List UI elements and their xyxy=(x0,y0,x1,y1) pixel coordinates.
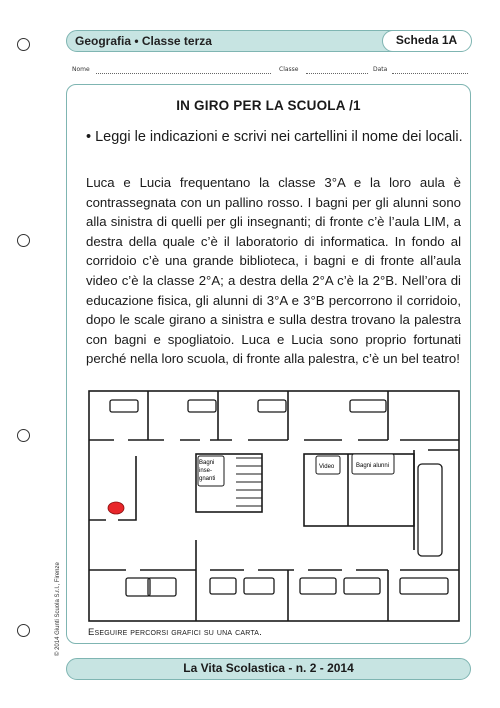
binder-hole-2 xyxy=(17,234,30,247)
class-3a-marker xyxy=(108,502,124,514)
header-bar xyxy=(66,30,471,52)
school-floor-plan xyxy=(88,390,460,622)
subject-title: Geografia • Classe terza xyxy=(75,34,212,48)
video-label: Video xyxy=(319,464,335,470)
name-label: Nome xyxy=(72,66,90,73)
binder-hole-1 xyxy=(17,38,30,51)
gym-equipment xyxy=(418,464,442,556)
sheet-number: Scheda 1A xyxy=(382,30,472,52)
class-label: Classe xyxy=(279,66,299,73)
teacher-toilets-label-1: Bagni xyxy=(199,460,215,466)
story-text: Luca e Lucia frequentano la classe 3°A e la loro aula è contrassegnata con un pallino rosso. I bagni per gli alunni sono alla sinistra di quelli per gli insegnanti; di fronte c’è l’aula LIM, a destra della quale c’è il laboratorio di informatica. In fondo al corridoio c’è una grande biblioteca, i bagni e di fronte all’aula video c’è la classe 2°A; a destra della 2°A c’è la 2°B. Nell’ora di educazione fisica, gli alunni di 3°A e 3°B percorrono il corridoio, dopo le scale girano a sinistra e sulla destra trovano la palestra con bagni e spogliatoio. Luca e Lucia sono proprio fortunati perché nella loro scuola, di fronte alla palestra, c’è un bel teatro! xyxy=(86,175,461,367)
worksheet-title: IN GIRO PER LA SCUOLA /1 xyxy=(176,98,361,113)
footer-bar: La Vita Scolastica - n. 2 - 2014 xyxy=(66,658,471,680)
instruction-text: • Leggi le indicazioni e scrivi nei cartellini il nome dei locali. xyxy=(86,129,463,145)
teacher-toilets-label-2: inse- xyxy=(199,468,213,474)
stairs xyxy=(236,458,262,506)
date-label: Data xyxy=(373,66,388,73)
toilets-label: Bagni alunni xyxy=(356,463,390,469)
student-info-line xyxy=(66,66,471,78)
teacher-toilets-label-3: gnanti xyxy=(199,476,216,482)
date-field[interactable] xyxy=(392,73,468,74)
activity-caption: Eseguire percorsi grafici su una carta. xyxy=(88,627,263,638)
binder-hole-4 xyxy=(17,624,30,637)
binder-hole-3 xyxy=(17,429,30,442)
class-field[interactable] xyxy=(306,73,368,74)
copyright-note: © 2014 Giunti Scuola S.r.l., Firenze xyxy=(55,562,61,656)
name-field[interactable] xyxy=(96,73,271,74)
